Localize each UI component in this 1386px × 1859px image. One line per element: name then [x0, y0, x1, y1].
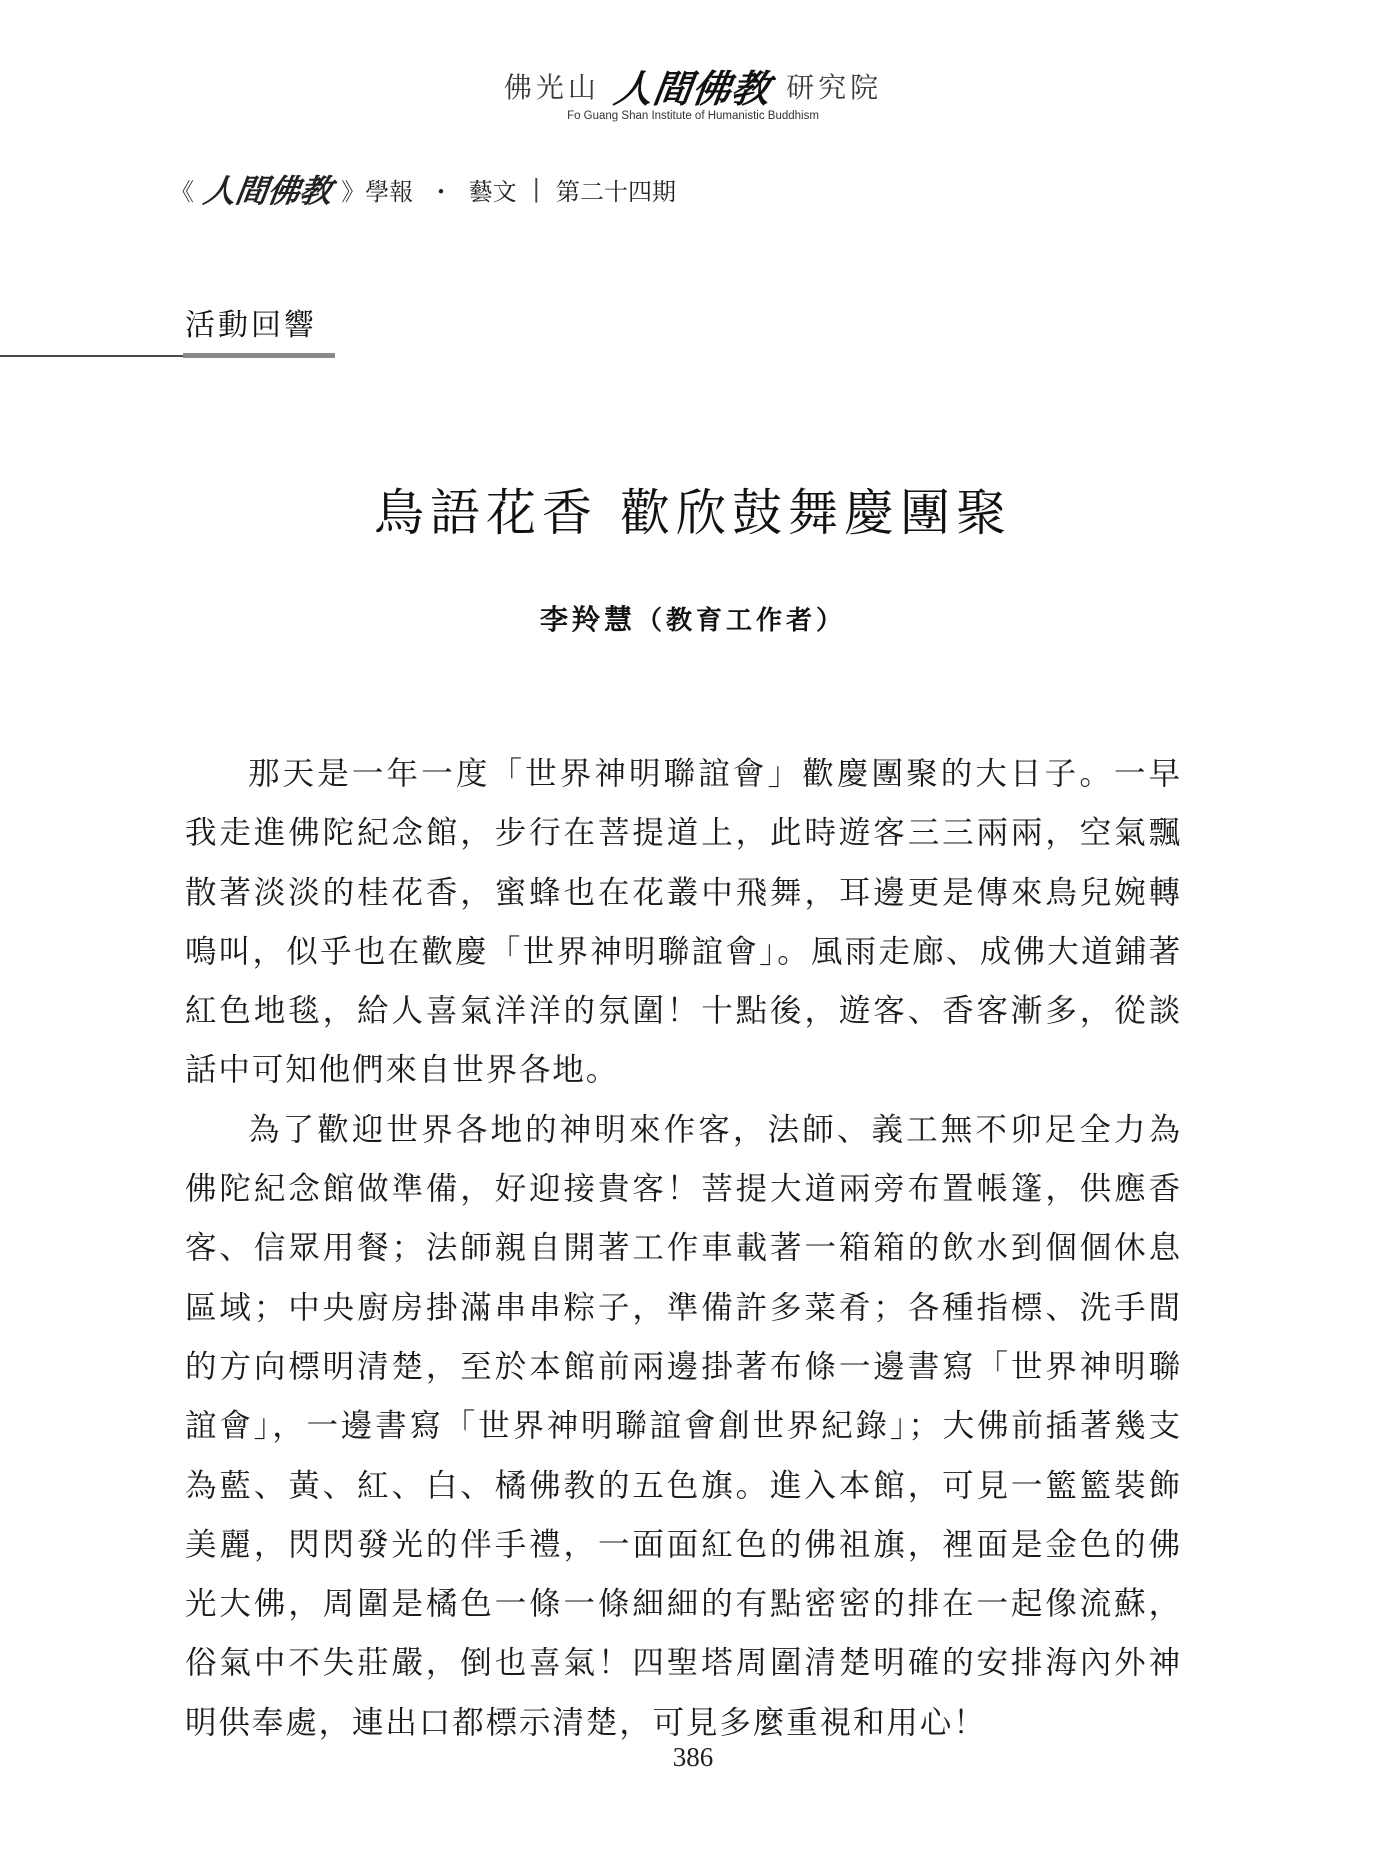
- author-line: [0, 598, 1386, 638]
- institute-name-suffix: 研究院: [786, 70, 883, 104]
- article-body: [185, 745, 1182, 1753]
- institute-header: [0, 58, 1386, 128]
- author-name: 李羚慧: [539, 603, 636, 636]
- journal-name: 》學報: [341, 177, 414, 206]
- institute-logo-text: 人間佛教: [611, 66, 774, 111]
- section-rule-accent: [183, 353, 335, 358]
- author-role: （教育工作者）: [636, 606, 847, 636]
- institute-english-name: Fo Guang Shan Institute of Humanistic Buddhism: [567, 110, 819, 122]
- journal-dot: ・: [428, 177, 453, 206]
- journal-open-bracket: 《: [170, 177, 194, 206]
- journal-issue: 第二十四期: [555, 177, 676, 206]
- journal-separator: |: [532, 175, 541, 203]
- body-paragraph: 那天是一年一度「世界神明聯誼會」歡慶團聚的大日子。一早我走進佛陀紀念館，步行在菩提道上，此時遊客三三兩兩，空氣飄散著淡淡的桂花香，蜜蜂也在花叢中飛舞，耳邊更是傳來鳥兒婉轉鳴叫，似乎也在歡慶「世界神明聯誼會」。風雨走廊、成佛大道鋪著紅色地毯，給人喜氣洋洋的氛圍！十點後，遊客、香客漸多，從談話中可知他們來自世界各地。: [185, 756, 1182, 1089]
- section-label: 活動回響: [185, 308, 317, 343]
- institute-name-prefix: 佛光山: [503, 70, 600, 104]
- journal-logo-text: 人間佛教: [200, 172, 335, 210]
- institute-name: [0, 58, 1386, 113]
- body-paragraph: 為了歡迎世界各地的神明來作客，法師、義工無不卯足全力為佛陀紀念館做準備，好迎接貴客！菩提大道兩旁布置帳篷，供應香客、信眾用餐；法師親自開著工作車載著一箱箱的飲水到個個休息區域；中央廚房掛滿串串粽子，準備許多菜肴；各種指標、洗手間的方向標明清楚，至於本館前兩邊掛著布條一邊書寫「世界神明聯誼會」，一邊書寫「世界神明聯誼會創世界紀錄」；大佛前插著幾支為藍、黃、紅、白、橘佛教的五色旗。進入本館，可見一籃籃裝飾美麗，閃閃發光的伴手禮，一面面紅色的佛祖旗，裡面是金色的佛光大佛，周圍是橘色一條一條細細的有點密密的排在一起像流蘇，俗氣中不失莊嚴，倒也喜氣！四聖塔周圍清楚明確的安排海內外神明供奉處，連出口都標示清楚，可見多麼重視和用心！: [185, 1111, 1182, 1741]
- journal-section: 藝文: [468, 177, 517, 206]
- article-title: 鳥語花香 歡欣鼓舞慶團聚: [374, 484, 1012, 542]
- journal-running-header: [170, 166, 676, 210]
- page-number: 386: [672, 1742, 714, 1772]
